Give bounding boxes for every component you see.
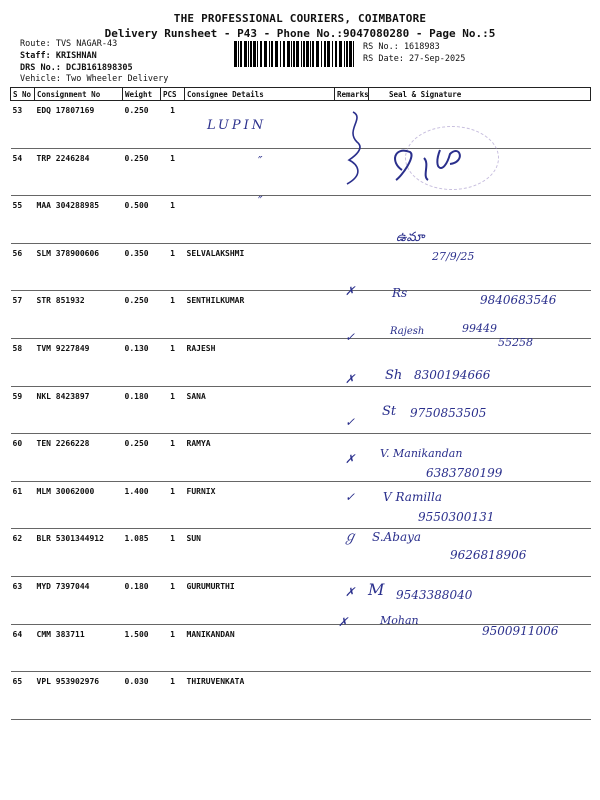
- cell-consignee: SELVALAKSHMI: [185, 243, 335, 291]
- remark-mark: ✓: [345, 330, 356, 344]
- cell-sno: 53: [11, 101, 35, 149]
- remark-mark: ℊ: [343, 529, 357, 545]
- handwritten-name-62: V Ramilla: [383, 490, 442, 504]
- rs-date: RS Date: 27-Sep-2025: [363, 54, 466, 64]
- cell-weight: 0.030: [123, 672, 161, 720]
- cell-consignment: VPL 953902976: [35, 672, 123, 720]
- cell-pcs: 1: [161, 672, 185, 720]
- signature-64: M: [368, 580, 385, 599]
- cell-weight: 0.250: [123, 148, 161, 196]
- table-row: [11, 148, 591, 196]
- cell-seal-signature: [369, 243, 591, 291]
- cell-sno: 58: [11, 338, 35, 386]
- table-header-row: [11, 88, 591, 101]
- signature-56: ఉమా: [396, 230, 425, 245]
- cell-consignee: MANIKANDAN: [185, 624, 335, 672]
- cell-consignment: BLR 5301344912: [35, 529, 123, 577]
- cell-pcs: 1: [161, 434, 185, 482]
- handwritten-ditto: ″: [258, 154, 263, 168]
- cell-sno: 59: [11, 386, 35, 434]
- cell-weight: 1.085: [123, 529, 161, 577]
- cell-remarks: [335, 481, 369, 529]
- signature-scribble-54: [380, 140, 490, 190]
- staff-info: Staff: KRISHNAN: [20, 51, 97, 61]
- cell-pcs: 1: [161, 101, 185, 149]
- handwritten-phone-60: 9750853505: [410, 406, 487, 420]
- signature-59: Sh: [385, 368, 403, 383]
- cell-sno: 62: [11, 529, 35, 577]
- cell-sno: 54: [11, 148, 35, 196]
- cell-pcs: 1: [161, 386, 185, 434]
- cell-sno: 55: [11, 196, 35, 244]
- handwritten-phone-58b: 55258: [498, 336, 533, 349]
- remark-mark: ✓: [345, 490, 356, 504]
- cell-weight: 0.250: [123, 291, 161, 339]
- cell-sno: 63: [11, 576, 35, 624]
- handwritten-phone-59: 8300194666: [414, 368, 491, 382]
- table-row: [11, 672, 591, 720]
- cell-consignment: TRP 2246284: [35, 148, 123, 196]
- cell-sno: 60: [11, 434, 35, 482]
- cell-pcs: 1: [161, 576, 185, 624]
- document-title: THE PROFESSIONAL COURIERS, COIMBATORE: [173, 12, 427, 25]
- header-remarks: Remarks: [335, 88, 369, 101]
- table-row: [11, 101, 591, 149]
- cell-consignee: THIRUVENKATA: [185, 672, 335, 720]
- handwritten-lupin: LUPIN: [207, 118, 267, 133]
- cell-pcs: 1: [161, 291, 185, 339]
- cell-consignee: FURNIX: [185, 481, 335, 529]
- cell-weight: 0.250: [123, 434, 161, 482]
- header-consignee: Consignee Details: [185, 88, 335, 101]
- cell-sno: 61: [11, 481, 35, 529]
- rs-number: RS No.: 1618983: [363, 42, 440, 52]
- route-info: Route: TVS NAGAR-43: [20, 39, 118, 49]
- cell-pcs: 1: [161, 624, 185, 672]
- handwritten-phone-65: 9500911006: [482, 624, 559, 638]
- cell-remarks: [335, 624, 369, 672]
- barcode-icon: [232, 40, 358, 68]
- signature-60: St: [382, 404, 397, 419]
- handwritten-ditto: ″: [258, 194, 263, 208]
- cell-sno: 57: [11, 291, 35, 339]
- handwritten-phone-57: 9840683546: [480, 293, 557, 307]
- cell-sno: 56: [11, 243, 35, 291]
- cell-weight: 0.130: [123, 338, 161, 386]
- cell-consignee: GURUMURTHI: [185, 576, 335, 624]
- cell-weight: 1.500: [123, 624, 161, 672]
- table-row: [11, 576, 591, 624]
- cell-consignment: TEN 2266228: [35, 434, 123, 482]
- cell-consignment: STR 851932: [35, 291, 123, 339]
- header-consignment: Consignment No: [35, 88, 123, 101]
- remark-mark: ✗: [345, 372, 356, 386]
- cell-sno: 65: [11, 672, 35, 720]
- signature-58: Rajesh: [390, 326, 425, 337]
- cell-consignment: CMM 383711: [35, 624, 123, 672]
- handwritten-phone-58a: 99449: [462, 322, 497, 335]
- handwritten-date-56: 27/9/25: [432, 250, 475, 263]
- signature-57: Rs: [392, 286, 408, 300]
- cell-weight: 0.180: [123, 576, 161, 624]
- cell-consignment: SLM 378900606: [35, 243, 123, 291]
- table-row: [11, 481, 591, 529]
- table-row: [11, 434, 591, 482]
- cell-consignee: SANA: [185, 386, 335, 434]
- cell-pcs: 1: [161, 481, 185, 529]
- table-row: [11, 243, 591, 291]
- cell-pcs: 1: [161, 148, 185, 196]
- cell-consignment: TVM 9227849: [35, 338, 123, 386]
- cell-weight: 0.350: [123, 243, 161, 291]
- document-subtitle: Delivery Runsheet - P43 - Phone No.:9047080280 - Page No.:5: [104, 27, 496, 40]
- vehicle-info: Vehicle: Two Wheeler Delivery: [20, 74, 169, 84]
- signature-63: S.Abaya: [372, 530, 422, 544]
- handwritten-phone-64: 9543388040: [396, 588, 473, 602]
- cell-consignee: RAMYA: [185, 434, 335, 482]
- remark-mark: ✗: [345, 585, 356, 599]
- cell-remarks: [335, 196, 369, 244]
- header-sno: S No: [11, 88, 35, 101]
- cell-pcs: 1: [161, 243, 185, 291]
- remarks-brace-mark: [335, 108, 375, 188]
- cell-consignment: MYD 7397044: [35, 576, 123, 624]
- cell-weight: 0.500: [123, 196, 161, 244]
- table-row: [11, 196, 591, 244]
- header-pcs: PCS: [161, 88, 185, 101]
- table-row: [11, 386, 591, 434]
- handwritten-phone-63: 9626818906: [450, 548, 527, 562]
- cell-consignee: SUN: [185, 529, 335, 577]
- signature-65: Mohan: [380, 614, 419, 627]
- cell-consignee: RAJESH: [185, 338, 335, 386]
- remark-mark: ✗: [338, 615, 349, 629]
- cell-weight: 1.400: [123, 481, 161, 529]
- cell-consignment: MLM 30062000: [35, 481, 123, 529]
- cell-weight: 0.180: [123, 386, 161, 434]
- cell-pcs: 1: [161, 196, 185, 244]
- drs-number: DRS No.: DCJB161898305: [20, 63, 133, 73]
- cell-pcs: 1: [161, 338, 185, 386]
- cell-consignee: SENTHILKUMAR: [185, 291, 335, 339]
- cell-remarks: [335, 672, 369, 720]
- cell-consignment: MAA 304288985: [35, 196, 123, 244]
- remark-mark: ✗: [345, 452, 356, 466]
- remark-mark: ✗: [345, 284, 356, 298]
- cell-pcs: 1: [161, 529, 185, 577]
- cell-sno: 64: [11, 624, 35, 672]
- handwritten-phone-62: 9550300131: [418, 510, 495, 524]
- header-weight: Weight: [123, 88, 161, 101]
- header-seal-signature: Seal & Signature: [369, 88, 591, 101]
- remark-mark: ✓: [345, 415, 356, 429]
- cell-consignment: EDQ 17807169: [35, 101, 123, 149]
- handwritten-name-61: V. Manikandan: [380, 447, 463, 460]
- cell-consignment: NKL 8423897: [35, 386, 123, 434]
- handwritten-phone-61: 6383780199: [426, 466, 503, 480]
- cell-seal-signature: [369, 672, 591, 720]
- cell-weight: 0.250: [123, 101, 161, 149]
